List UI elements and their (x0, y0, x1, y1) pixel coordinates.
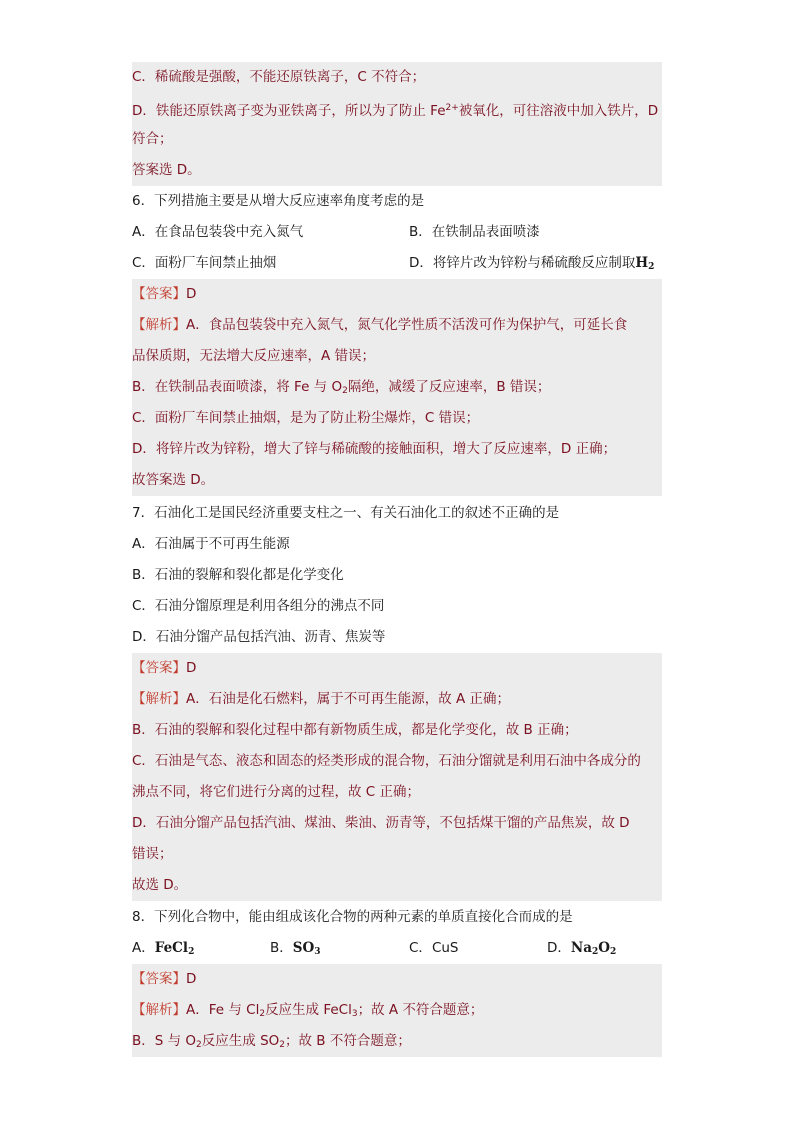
q7-option-d: D．石油分馏产品包括汽油、沥青、焦炭等 (132, 629, 386, 645)
q7-option-b: B．石油的裂解和裂化都是化学变化 (132, 567, 344, 583)
q8-option-b: B．$SO_3$ (270, 940, 321, 957)
prev-analysis-d-line2: 符合； (132, 124, 662, 155)
q7-analysis-c-line1: C．石油是气态、液态和固态的烃类形成的混合物，石油分馏就是利用石油中各成分的 (132, 746, 662, 777)
q6-option-a: A．在食品包装袋中充入氮气 (132, 224, 304, 240)
q7-analysis-b: B．石油的裂解和裂化过程中都有新物质生成，都是化学变化，故 B 正确； (132, 715, 662, 746)
q6-analysis-b: B．在铁制品表面喷漆，将 Fe 与 $O_2$隔绝，减缓了反应速率，B 错误； (132, 372, 662, 403)
q6-option-d: D．将锌片改为锌粉与稀硫酸反应制取$H_2$ (409, 255, 655, 272)
q7-analysis-d-line1: D．石油分馏产品包括汽油、煤油、柴油、沥青等，不包括煤干馏的产品焦炭，故 D (132, 808, 662, 839)
q6-analysis-a-line1: 【解析】A．食品包装袋中充入氮气，氮气化学性质不活泼可作为保护气，可延长食 (132, 310, 662, 341)
q6-option-c: C．面粉厂车间禁止抽烟 (132, 255, 277, 271)
q6-analysis-a-line2: 品保质期，无法增大反应速率，A 错误； (132, 341, 662, 372)
q7-answer: 【答案】D (132, 653, 662, 684)
q6-option-b: B．在铁制品表面喷漆 (409, 224, 540, 240)
prev-conclusion: 答案选 D。 (132, 155, 662, 186)
prev-analysis-d-line1: D．铁能还原铁离子变为亚铁离子，所以为了防止 $Fe^{2+}$被氧化，可往溶液中加入铁片，D (132, 93, 662, 124)
q8-options (132, 933, 662, 964)
q6-options-cd (132, 248, 662, 279)
q8-analysis-a: 【解析】A．Fe 与 $Cl_2$反应生成 FeCl$_3$；故 A 不符合题意； (132, 995, 662, 1026)
q8-option-a: A．FeCl$_2$ (132, 940, 195, 957)
q8-option-d: D．$Na_2O_2$ (547, 940, 617, 957)
q6-options-ab (132, 217, 662, 248)
q7-conclusion: 故选 D。 (132, 870, 662, 901)
q7-analysis-a: 【解析】A．石油是化石燃料，属于不可再生能源，故 A 正确； (132, 684, 662, 715)
q7-analysis-d-line2: 错误； (132, 839, 662, 870)
prev-analysis-c: C．稀硫酸是强酸，不能还原铁离子，C 不符合； (132, 62, 662, 93)
q6-stem: 6．下列措施主要是从增大反应速率角度考虑的是 (132, 193, 425, 209)
q8-option-c: C．CuS (409, 940, 459, 956)
q7-option-a: A．石油属于不可再生能源 (132, 536, 290, 552)
q7-stem: 7．石油化工是国民经济重要支柱之一、有关石油化工的叙述不正确的是 (132, 505, 560, 521)
q7-analysis-c-line2: 沸点不同，将它们进行分离的过程，故 C 正确； (132, 777, 662, 808)
q6-conclusion: 故答案选 D。 (132, 465, 662, 496)
q8-analysis-b: B．S 与 $O_2$反应生成 $SO_2$；故 B 不符合题意； (132, 1026, 662, 1057)
q6-answer: 【答案】D (132, 279, 662, 310)
q7-option-c: C．石油分馏原理是利用各组分的沸点不同 (132, 598, 385, 614)
q8-answer: 【答案】D (132, 964, 662, 995)
q6-analysis-c: C．面粉厂车间禁止抽烟，是为了防止粉尘爆炸，C 错误； (132, 403, 662, 434)
q8-stem: 8．下列化合物中，能由组成该化合物的两种元素的单质直接化合而成的是 (132, 909, 573, 925)
q6-analysis-d: D．将锌片改为锌粉，增大了锌与稀硫酸的接触面积，增大了反应速率，D 正确； (132, 434, 662, 465)
